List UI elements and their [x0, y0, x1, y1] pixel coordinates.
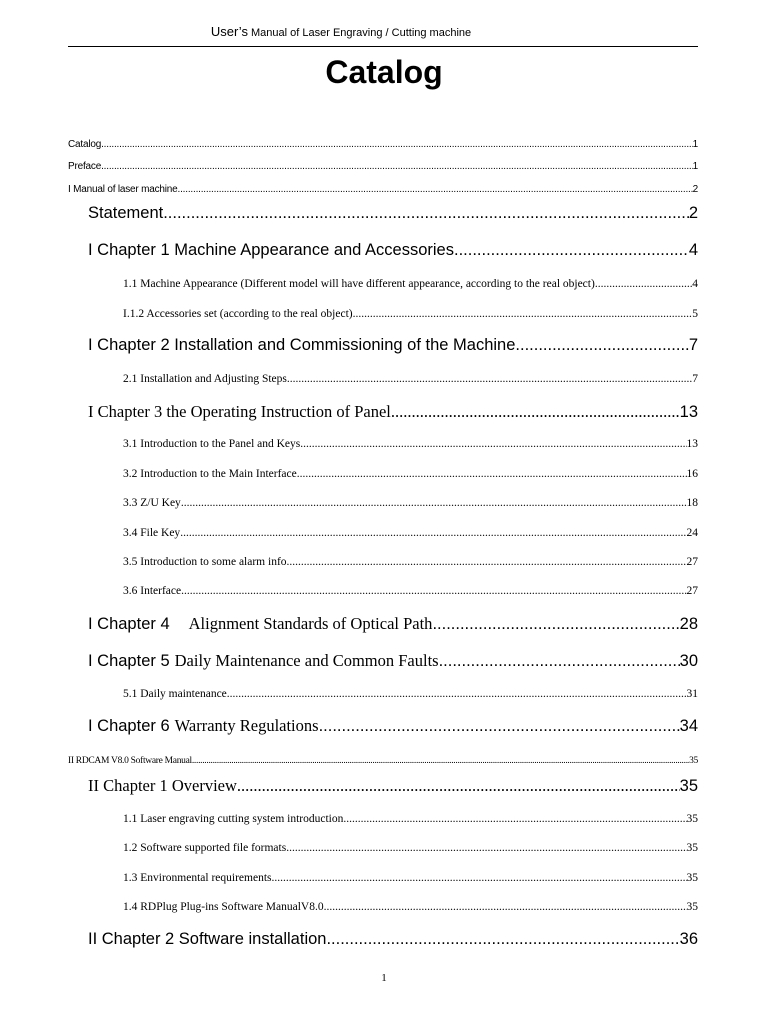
toc-leader-dots	[353, 308, 693, 320]
toc-entry[interactable]	[123, 556, 698, 568]
toc-entry-title: 1.1 Laser engraving cutting system introduction	[123, 813, 344, 825]
toc-entry-title: Preface	[68, 161, 102, 172]
toc-leader-dots	[319, 717, 680, 736]
toc-entry-page: 36	[679, 930, 698, 948]
header-text-part1: User’s	[210, 24, 248, 39]
toc-entry-page: 18	[686, 497, 698, 509]
toc-entry-page: 4	[688, 241, 698, 259]
toc-entry[interactable]	[123, 438, 698, 450]
page-number: 1	[381, 972, 387, 984]
toc-entry-page: 35	[689, 756, 698, 766]
toc-entry-page: 5	[692, 308, 698, 320]
toc-leader-dots	[237, 776, 680, 796]
toc-entry[interactable]	[123, 813, 698, 825]
toc-entry-page: 2	[692, 184, 698, 195]
toc-leader-dots	[324, 901, 687, 913]
toc-entry[interactable]	[123, 901, 698, 913]
toc-entry[interactable]	[88, 930, 698, 949]
toc-entry-page: 35	[686, 842, 698, 854]
toc-leader-dots	[180, 527, 686, 539]
toc-entry[interactable]	[88, 651, 698, 671]
toc-entry[interactable]	[88, 204, 698, 223]
toc-entry-page: 2	[688, 204, 698, 222]
toc-entry-title: 3.5 Introduction to some alarm info	[123, 556, 287, 568]
toc-entry-title: 2.1 Installation and Adjusting Steps	[123, 373, 287, 385]
toc-entry-page: 27	[686, 585, 698, 597]
toc-entry[interactable]	[123, 468, 698, 480]
toc-leader-dots	[300, 438, 686, 450]
toc-entry[interactable]	[88, 336, 698, 355]
toc-entry[interactable]	[123, 842, 698, 854]
toc-entry[interactable]	[88, 241, 698, 260]
toc-leader-dots	[181, 497, 687, 509]
toc-entry-page: 24	[686, 527, 698, 539]
toc-entry[interactable]	[123, 872, 698, 884]
toc-entry[interactable]	[123, 308, 698, 320]
toc-entry-page: 35	[679, 777, 698, 795]
toc-entry-title: Catalog	[68, 139, 102, 150]
toc-entry-subtitle: Warranty Regulations	[174, 716, 319, 735]
toc-entry[interactable]	[88, 402, 698, 422]
toc-leader-dots	[286, 842, 686, 854]
toc-entry[interactable]	[88, 776, 698, 796]
toc-entry-title: I Manual of laser machine	[68, 184, 178, 195]
toc-entry-page: 31	[686, 688, 698, 700]
toc-entry-page: 1	[692, 161, 698, 172]
toc-entry[interactable]	[68, 139, 698, 150]
toc-entry[interactable]	[123, 497, 698, 509]
toc-entry-page: 28	[679, 615, 698, 633]
toc-leader-dots	[101, 139, 693, 150]
toc-entry-title: I Chapter 1 Machine Appearance and Accessories	[88, 241, 454, 259]
toc-entry[interactable]	[123, 688, 698, 700]
toc-entry-title: 3.4 File Key	[123, 527, 181, 539]
toc-entry-title: II RDCAM V8.0 Software Manual	[68, 756, 192, 766]
toc-leader-dots	[287, 373, 692, 385]
toc-entry[interactable]	[123, 527, 698, 539]
toc-entry-title: 3.6 Interface	[123, 585, 182, 597]
toc-entry-page: 7	[692, 373, 698, 385]
toc-entry-page: 35	[686, 901, 698, 913]
toc-entry[interactable]	[68, 756, 698, 766]
toc-entry-subtitle: Alignment Standards of Optical Path	[188, 614, 433, 633]
toc-entry-page: 34	[679, 717, 698, 735]
toc-entry-title: I.1.2 Accessories set (according to the real object)	[123, 308, 353, 320]
toc-leader-dots	[343, 813, 686, 825]
toc-leader-dots	[227, 688, 687, 700]
toc-entry-page: 1	[692, 139, 698, 150]
toc-leader-dots	[454, 241, 689, 260]
toc-entry-title: II Chapter 2 Software installation	[88, 930, 327, 948]
toc-entry-title: 3.3 Z/U Key	[123, 497, 181, 509]
toc-leader-dots	[297, 468, 687, 480]
toc-entry-title: I Chapter 2 Installation and Commissioning of the Machine	[88, 336, 516, 354]
toc-entry-page: 4	[692, 278, 698, 290]
toc-entry-page: 35	[686, 813, 698, 825]
toc-entry[interactable]	[123, 585, 698, 597]
header-text-part2: Manual of Laser Engraving / Cutting machine	[251, 27, 472, 39]
toc-leader-dots	[287, 556, 687, 568]
toc-leader-dots	[439, 652, 680, 671]
toc-entry-subtitle: Daily Maintenance and Common Faults	[174, 651, 439, 670]
toc-entry[interactable]	[68, 184, 698, 195]
toc-entry-page: 35	[686, 872, 698, 884]
toc-leader-dots	[101, 161, 693, 172]
page-title: Catalog	[325, 54, 443, 90]
toc-entry-page: 13	[679, 403, 698, 421]
toc-entry-title: 3.2 Introduction to the Main Interface	[123, 468, 297, 480]
toc-entry-title: 3.1 Introduction to the Panel and Keys	[123, 438, 301, 450]
toc-entry[interactable]	[123, 373, 698, 385]
toc-entry-title: 1.4 RDPlug Plug-ins Software ManualV8.0	[123, 901, 324, 913]
toc-leader-dots	[192, 756, 689, 766]
toc-leader-dots	[391, 402, 680, 422]
toc-entry-title: II Chapter 1 Overview	[88, 776, 237, 795]
toc-entry-page: 7	[688, 336, 698, 354]
toc-entry[interactable]	[123, 278, 698, 290]
toc-entry-page: 13	[686, 438, 698, 450]
toc-entry-title: I Chapter 5	[88, 652, 170, 670]
toc-entry-title: Statement	[88, 204, 164, 222]
toc-entry-page: 27	[686, 556, 698, 568]
toc-leader-dots	[178, 184, 693, 195]
toc-leader-dots	[272, 872, 687, 884]
toc-entry-title: 5.1 Daily maintenance	[123, 688, 227, 700]
toc-entry[interactable]	[68, 161, 698, 172]
toc-leader-dots	[515, 336, 688, 355]
toc-entry[interactable]	[88, 614, 698, 634]
toc-leader-dots	[181, 585, 686, 597]
toc-entry[interactable]	[88, 716, 698, 736]
toc-entry-page: 16	[686, 468, 698, 480]
toc-leader-dots	[326, 930, 679, 949]
toc-entry-page: 30	[679, 652, 698, 670]
toc-entry-title: I Chapter 6	[88, 717, 170, 735]
toc-entry-title: I Chapter 4	[88, 615, 170, 633]
toc-entry-title: I Chapter 3 the Operating Instruction of Panel	[88, 402, 391, 421]
toc-entry-title: 1.3 Environmental requirements	[123, 872, 272, 884]
toc-entry-title: 1.2 Software supported file formats	[123, 842, 287, 854]
toc-leader-dots	[163, 204, 689, 223]
toc-leader-dots	[432, 615, 679, 634]
toc-leader-dots	[595, 278, 692, 290]
toc-entry-title: 1.1 Machine Appearance (Different model will have different appearance, according to the real object)	[123, 278, 595, 290]
